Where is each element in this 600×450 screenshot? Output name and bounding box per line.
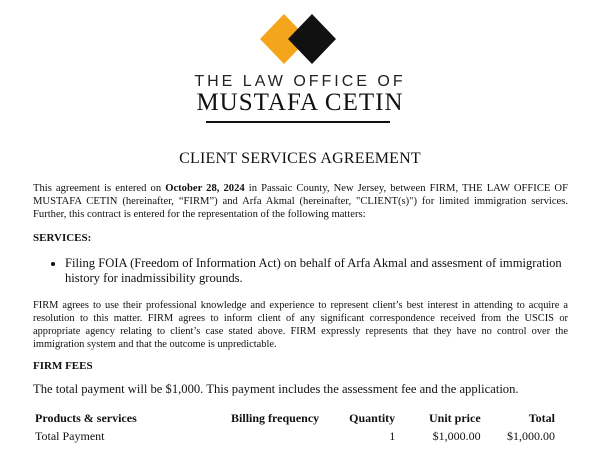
column-header-billing-frequency: Billing frequency [231,410,320,425]
fees-description: The total payment will be $1,000. This payment includes the assessment fee and the application. [33,382,519,396]
document-title: CLIENT SERVICES AGREEMENT [179,150,421,167]
column-header-quantity: Quantity [349,410,396,425]
services-heading: SERVICES: [33,232,92,244]
list-item: • Filing FOIA (Freedom of Information Act) on behalf of Arfa Akmal and assesment of immigration history for inadmissibility grounds. [65,256,585,286]
services-list [33,256,585,286]
table-header-row [33,409,557,427]
firm-commitment-paragraph: FIRM agrees to use their professional knowledge and experience to represent client’s best interest in attending to acquire a resolution to this matter. FIRM agrees to inform client of any significant correspondence received from the USCIS or appropriate agency relating to client’s case stated above. FIRM expressly represents that they have no control over the immigration system and that the outcome is unpredictable. [33,300,568,350]
fee-table [33,409,557,446]
agreement-date: October 28, 2024 [165,183,245,194]
table-row [33,427,557,446]
firm-logo [0,0,600,130]
firm-name-line1: THE LAW OFFICE OF [194,73,406,90]
column-header-unit-price: Unit price [429,410,481,425]
fees-heading: FIRM FEES [33,360,93,372]
firm-name-line2: MUSTAFA CETIN [196,89,404,116]
row-billing-frequency [217,427,321,446]
diamond-logo-icon [256,10,340,68]
column-header-products: Products & services [35,410,137,425]
logo-underline [206,121,390,123]
row-quantity: 1 [389,429,396,443]
row-product: Total Payment [35,429,105,443]
row-total: $1,000.00 [507,429,555,443]
column-header-total: Total [528,410,555,425]
row-unit-price: $1,000.00 [432,429,481,443]
intro-paragraph: This agreement is entered on October 28, 2024 in Passaic County, New Jersey, between FIRM, THE LAW OFFICE OF MUSTAFA CETIN (hereinafter, “FIRM”) and Arfa Akmal (hereinafter, "CLIENT(s)") for limited immigration services. Further, this contract is entered for the representation of the following matters: [33,183,568,220]
